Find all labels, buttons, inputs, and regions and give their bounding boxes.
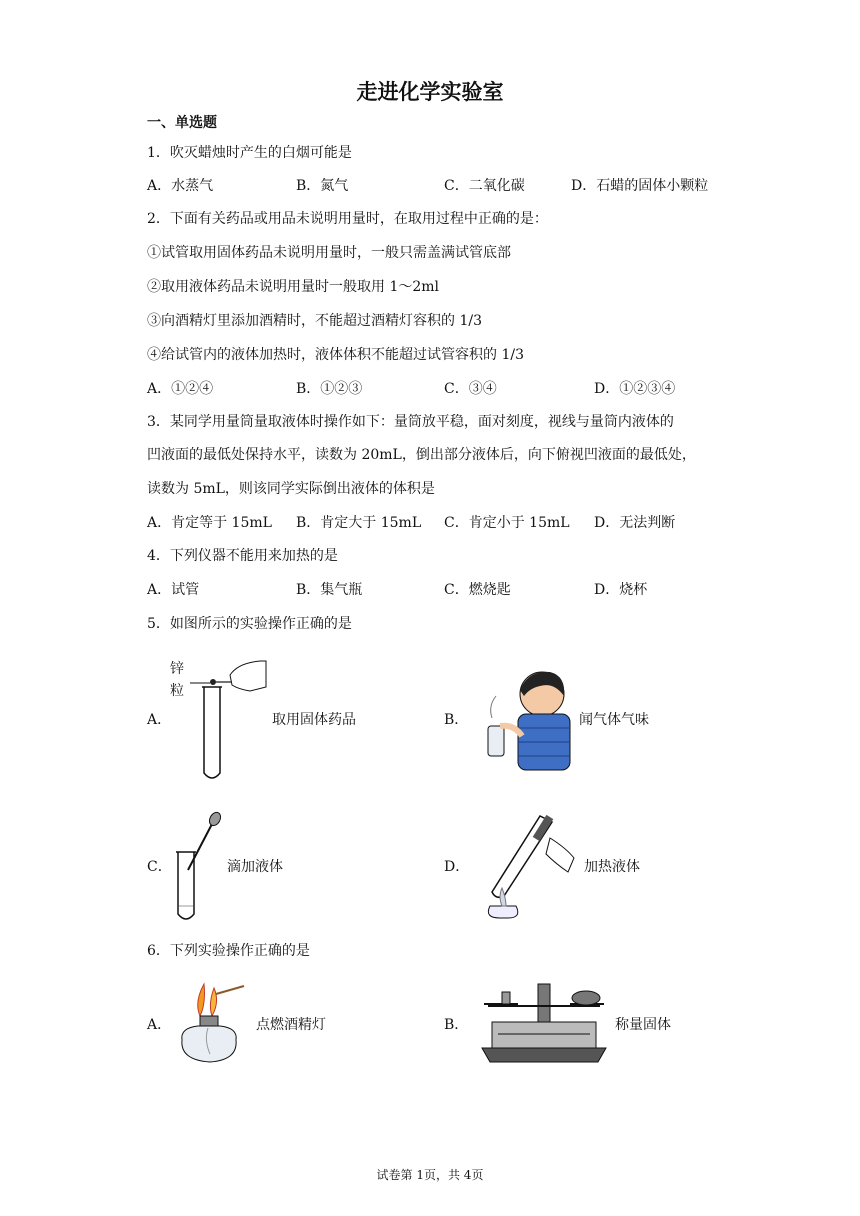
q2-item-2: ②取用液体药品未说明用量时一般取用 1～2ml	[147, 279, 440, 295]
q4-option-d: D．烧杯	[594, 582, 648, 598]
weighing-balance-figure	[478, 978, 610, 1064]
q6-option-a-letter: A．	[147, 1017, 172, 1033]
zinc-label-char-2: 粒	[170, 683, 184, 699]
q4-option-a: A．试管	[147, 582, 200, 598]
question-3-line-3: 读数为 5mL，则该同学实际倒出液体的体积是	[147, 481, 435, 497]
question-3-line-1: 3．某同学用量筒量取液体时操作如下：量筒放平稳，面对刻度，视线与量筒内液体的	[147, 414, 674, 430]
q5-option-a-letter: A．	[147, 712, 172, 728]
q2-item-3: ③向酒精灯里添加酒精时，不能超过酒精灯容积的 1/3	[147, 313, 482, 329]
heating-liquid-figure	[470, 808, 580, 920]
question-3-line-2: 凹液面的最低处保持水平，读数为 20mL，倒出部分液体后，向下俯视凹液面的最低处，	[147, 447, 696, 463]
q5-option-b-letter: B．	[444, 712, 469, 728]
q5-option-b-caption: 闻气体气味	[579, 712, 649, 728]
q2-option-a: A．①②④	[147, 381, 214, 397]
q2-option-d: D．①②③④	[594, 381, 676, 397]
q5-option-d-caption: 加热液体	[584, 859, 640, 875]
q1-option-a: A．水蒸气	[147, 178, 214, 194]
question-1-stem: 1．吹灭蜡烛时产生的白烟可能是	[147, 145, 352, 161]
q1-option-c: C．二氧化碳	[444, 178, 525, 194]
q6-option-b-caption: 称量固体	[615, 1017, 671, 1033]
question-5-stem: 5．如图所示的实验操作正确的是	[147, 616, 352, 632]
q2-item-1: ①试管取用固体药品未说明用量时，一般只需盖满试管底部	[147, 245, 511, 261]
q2-option-c: C．③④	[444, 381, 497, 397]
question-2-stem: 2．下面有关药品或用品未说明用量时，在取用过程中正确的是：	[147, 211, 548, 227]
zinc-label-char-1: 锌	[170, 661, 184, 677]
section-heading: 一、单选题	[147, 115, 217, 131]
q5-option-d-letter: D．	[444, 859, 470, 875]
q2-option-b: B．①②③	[296, 381, 363, 397]
q5-option-c-letter: C．	[147, 859, 172, 875]
q2-item-4: ④给试管内的液体加热时，液体体积不能超过试管容积的 1/3	[147, 347, 524, 363]
dropping-liquid-figure	[168, 810, 228, 925]
lighting-alcohol-lamp-figure	[170, 976, 250, 1068]
q3-option-c: C．肯定小于 15mL	[444, 515, 570, 531]
q6-option-a-caption: 点燃酒精灯	[256, 1017, 326, 1033]
solid-reagent-test-tube-figure	[168, 655, 268, 785]
q3-option-a: A．肯定等于 15mL	[147, 515, 272, 531]
q3-option-b: B．肯定大于 15mL	[296, 515, 422, 531]
q5-option-a-caption: 取用固体药品	[272, 712, 356, 728]
q4-option-c: C．燃烧匙	[444, 582, 511, 598]
q1-option-d: D．石蜡的固体小颗粒	[571, 178, 709, 194]
q1-option-b: B．氮气	[296, 178, 349, 194]
q4-option-b: B．集气瓶	[296, 582, 363, 598]
q6-option-b-letter: B．	[444, 1017, 469, 1033]
q3-option-d: D．无法判断	[594, 515, 676, 531]
q5-option-c-caption: 滴加液体	[227, 859, 283, 875]
smelling-gas-figure	[478, 666, 574, 772]
page-footer: 试卷第 1页，共 4页	[376, 1168, 484, 1182]
question-4-stem: 4．下列仪器不能用来加热的是	[147, 548, 338, 564]
question-6-stem: 6．下列实验操作正确的是	[147, 943, 310, 959]
page-title: 走进化学实验室	[356, 80, 504, 104]
